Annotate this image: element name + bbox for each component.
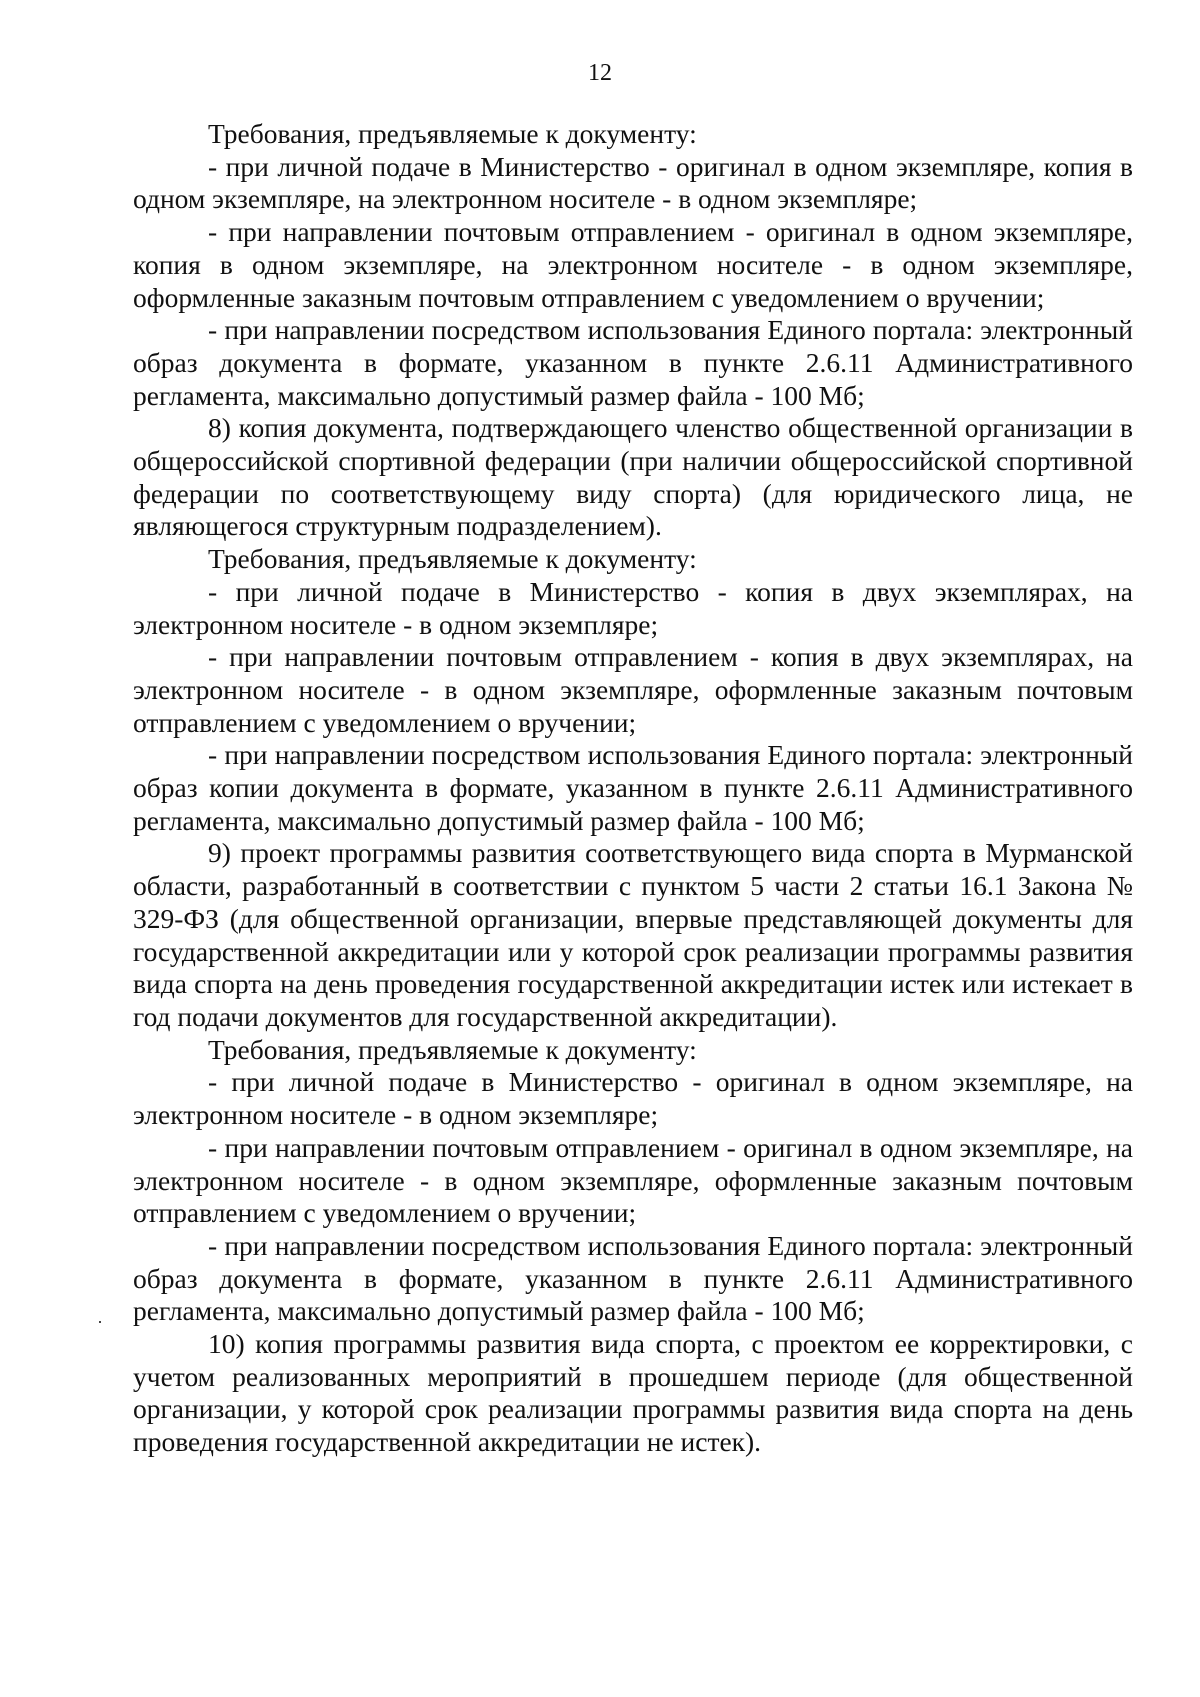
requirement-unified-portal-1: - при направлении посредством использования Единого портала: электронный образ документа в формате, указанном в пункте 2.6.11 Административного регламента, максимально допустимый размер файла - 100 Мб; (133, 314, 1133, 411)
requirements-heading-2: Требования, предъявляемые к документу: (208, 543, 697, 575)
requirements-heading-1: Требования, предъявляемые к документу: (208, 118, 697, 149)
requirement-by-mail-3: - при направлении почтовым отправлением - оригинал в одном экземпляре, на электронном носителе - в одном экземпляре, оформленные заказным почтовым отправлением с уведомлением о вручении; (133, 1131, 1133, 1229)
requirement-unified-portal-2: - при направлении посредством использования Единого портала: электронный образ копии документа в формате, указанном в пункте 2.6.11 Административного регламента, максимально допустимый размер файла - 100 Мб; (133, 739, 1133, 836)
item-9-paragraph: 9) проект программы развития соответствующего вида спорта в Мурманской области, разработанный в соответствии с пунктом 5 части 2 статьи 16.1 Закона № 329-ФЗ (для общественной организации, впервые представляющей документы для государственной аккредитации или у которой срок реализации программы развития вида спорта на день проведения государственной аккредитации истек или истекает в год подачи документов для государственной аккредитации). (133, 837, 1133, 1032)
requirement-in-person-2: - при личной подаче в Министерство - копия в двух экземплярах, на электронном носителе - в одном экземпляре; (133, 575, 1133, 640)
document-body (133, 118, 1133, 1459)
item-8-paragraph: 8) копия документа, подтверждающего членство общественной организации в общероссийской спортивной федерации (при наличии общероссийской спортивной федерации по соответствующему виду спорта) (для юридического лица, не являющегося структурным подразделением). (133, 412, 1133, 542)
requirement-by-mail-1: - при направлении почтовым отправлением - оригинал в одном экземпляре, копия в одном экземпляре, на электронном носителе - в одном экземпляре, оформленные заказным почтовым отправлением с уведомлением о вручении; (133, 216, 1133, 313)
requirement-in-person-1: - при личной подаче в Министерство - оригинал в одном экземпляре, копия в одном экземпляре, на электронном носителе - в одном экземпляре; (133, 150, 1133, 215)
requirement-by-mail-2: - при направлении почтовым отправлением - копия в двух экземплярах, на электронном носителе - в одном экземпляре, оформленные заказным почтовым отправлением с уведомлением о вручении; (133, 641, 1133, 738)
requirement-unified-portal-3: - при направлении посредством использования Единого портала: электронный образ документа в формате, указанном в пункте 2.6.11 Административного регламента, максимально допустимый размер файла - 100 Мб; (133, 1229, 1133, 1327)
item-10-paragraph: 10) копия программы развития вида спорта, с проектом ее корректировки, с учетом реализованных мероприятий в прошедшем периоде (для общественной организации, у которой срок реализации программы развития вида спорта на день проведения государственной аккредитации не истек). (133, 1328, 1133, 1458)
page-number: 12 (588, 60, 612, 86)
requirement-in-person-3: - при личной подаче в Министерство - оригинал в одном экземпляре, на электронном носителе - в одном экземпляре; (133, 1066, 1133, 1131)
margin-mark (99, 1321, 101, 1323)
requirements-heading-3: Требования, предъявляемые к документу: (208, 1033, 697, 1065)
